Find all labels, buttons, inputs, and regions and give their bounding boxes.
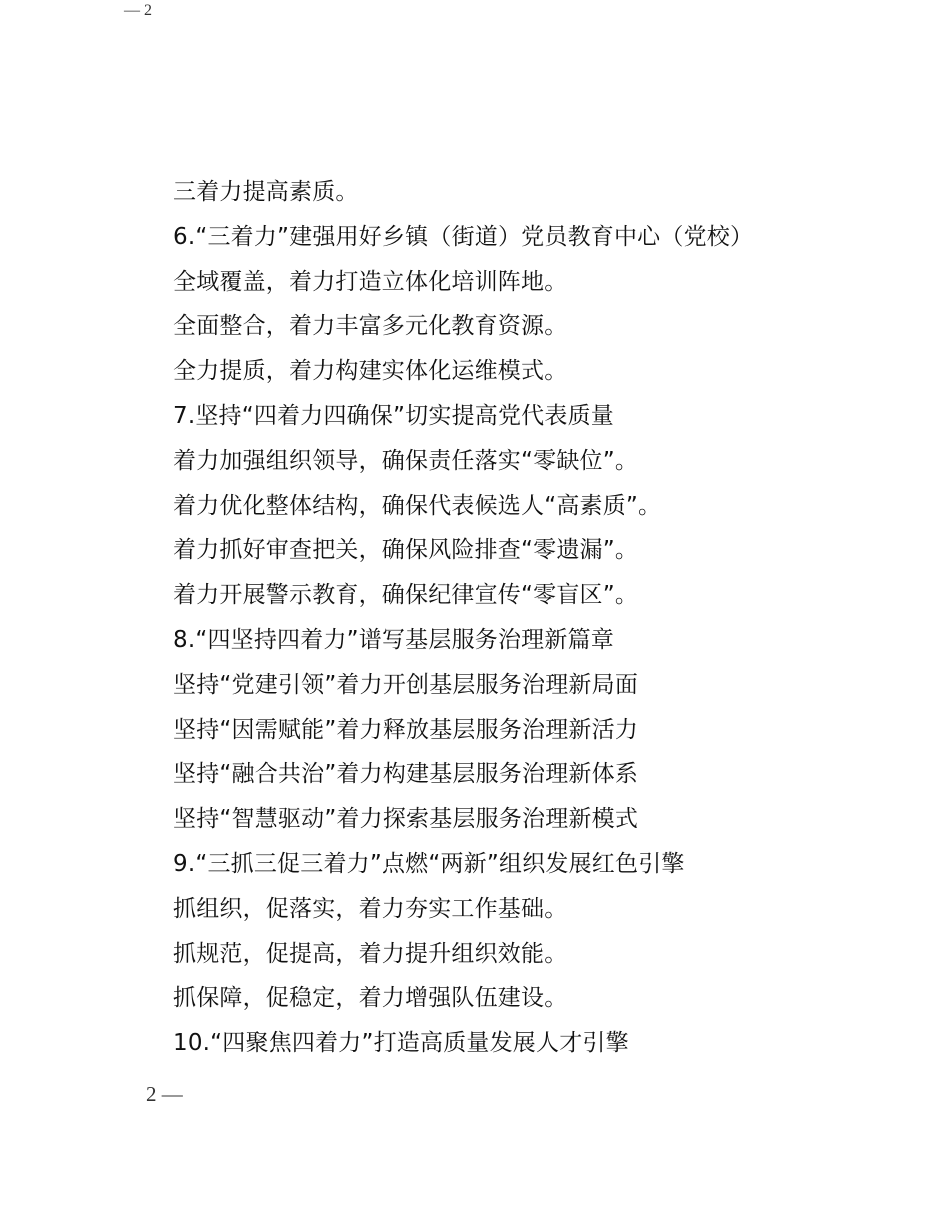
section-heading: 9.“三抓三促三着力”点燃“两新”组织发展红色引擎 bbox=[173, 850, 685, 877]
text-line: 坚持“党建引领”着力开创基层服务治理新局面 bbox=[173, 671, 639, 698]
text-line: 着力抓好审查把关，确保风险排查“零遗漏”。 bbox=[173, 537, 639, 564]
text-line: 抓规范，促提高，着力提升组织效能。 bbox=[173, 940, 568, 967]
header-page-number: — 2 bbox=[124, 2, 152, 19]
text-line: 抓组织，促落实，着力夯实工作基础。 bbox=[173, 895, 568, 922]
section-heading: 10.“四聚焦四着力”打造高质量发展人才引擎 bbox=[173, 1030, 629, 1057]
text-line: 着力开展警示教育，确保纪律宣传“零盲区”。 bbox=[173, 582, 639, 609]
section-heading: 7.坚持“四着力四确保”切实提高党代表质量 bbox=[173, 402, 614, 429]
text-line: 全面整合，着力丰富多元化教育资源。 bbox=[173, 313, 568, 340]
text-line: 抓保障，促稳定，着力增强队伍建设。 bbox=[173, 985, 568, 1012]
document-body bbox=[173, 170, 873, 1066]
text-line: 坚持“智慧驱动”着力探索基层服务治理新模式 bbox=[173, 806, 639, 833]
text-line: 坚持“融合共治”着力构建基层服务治理新体系 bbox=[173, 761, 639, 788]
text-line: 全域覆盖，着力打造立体化培训阵地。 bbox=[173, 268, 568, 295]
text-line: 三着力提高素质。 bbox=[173, 179, 359, 205]
text-line: 着力加强组织领导，确保责任落实“零缺位”。 bbox=[173, 447, 639, 474]
text-line: 全力提质，着力构建实体化运维模式。 bbox=[173, 358, 568, 385]
footer-page-number: 2 — bbox=[146, 1082, 183, 1106]
text-line: 坚持“因需赋能”着力释放基层服务治理新活力 bbox=[173, 716, 639, 743]
section-heading: 6.“三着力”建强用好乡镇（街道）党员教育中心（党校） bbox=[173, 223, 754, 250]
section-heading: 8.“四坚持四着力”谱写基层服务治理新篇章 bbox=[173, 626, 614, 653]
text-line: 着力优化整体结构，确保代表候选人“高素质”。 bbox=[173, 492, 662, 519]
